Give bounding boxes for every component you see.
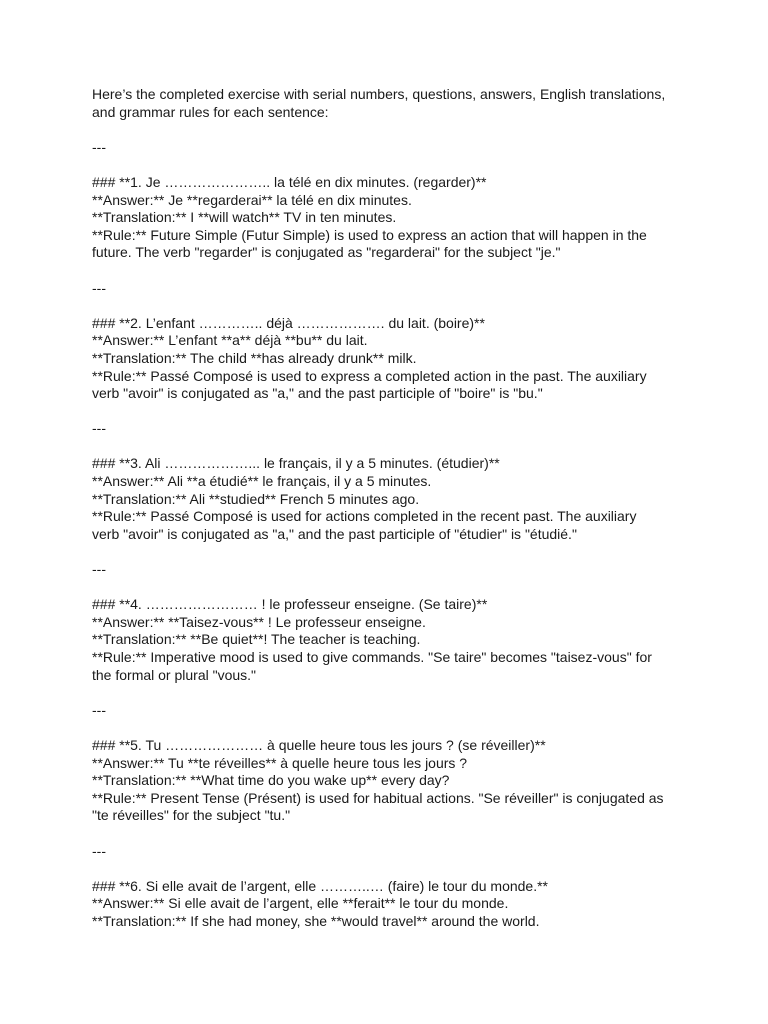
exercise-item-1 (92, 174, 692, 262)
separator-4: --- (92, 561, 106, 578)
separator-2: --- (92, 279, 106, 296)
item-answer: **Answer:** Si elle avait de l’argent, elle **ferait** le tour du monde. (92, 895, 509, 912)
item-heading: ### **1. Je ………………….. la télé en dix minutes. (regarder)** (92, 173, 487, 190)
item-rule-line-2: the formal or plural "vous." (92, 666, 257, 683)
item-answer: **Answer:** Tu **te réveilles** à quelle heure tous les jours ? (92, 754, 468, 771)
item-translation: **Translation:** Ali **studied** French 5 minutes ago. (92, 490, 420, 507)
item-translation: **Translation:** If she had money, she **would travel** around the world. (92, 912, 540, 929)
item-rule-line-2: verb "avoir" is conjugated as "a," and the past participle of "boire" is "bu." (92, 385, 543, 402)
item-answer: **Answer:** **Taisez-vous** ! Le professeur enseigne. (92, 613, 426, 630)
separator-3: --- (92, 420, 106, 437)
item-rule-line-1: **Rule:** Passé Composé is used to express a completed action in the past. The auxiliary (92, 367, 647, 384)
document-page (92, 86, 692, 931)
item-answer: **Answer:** L’enfant **a** déjà **bu** du lait. (92, 332, 368, 349)
exercise-item-2 (92, 315, 692, 403)
item-rule-line-2: "te réveilles" for the subject "tu." (92, 807, 291, 824)
exercise-item-6 (92, 878, 692, 931)
exercise-item-5 (92, 737, 692, 825)
item-heading: ### **4. …………………… ! le professeur enseigne. (Se taire)** (92, 596, 488, 613)
item-rule-line-1: **Rule:** Passé Composé is used for actions completed in the recent past. The auxiliary (92, 508, 637, 525)
item-translation: **Translation:** **Be quiet**! The teacher is teaching. (92, 631, 421, 648)
item-heading: ### **3. Ali ………………... le français, il y a 5 minutes. (étudier)** (92, 455, 500, 472)
separator-1: --- (92, 138, 106, 155)
item-rule-line-1: **Rule:** Imperative mood is used to give commands. "Se taire" becomes "taisez-vous" for (92, 649, 652, 665)
item-rule-line-2: verb "avoir" is conjugated as "a," and the past participle of "étudier" is "étudié." (92, 525, 577, 542)
item-rule-line-1: **Rule:** Present Tense (Présent) is used for habitual actions. "Se réveiller" is conjugated as (92, 789, 664, 806)
item-heading: ### **6. Si elle avait de l’argent, elle ………..… (faire) le tour du monde.** (92, 877, 549, 894)
item-heading: ### **5. Tu ………………… à quelle heure tous les jours ? (se réveiller)** (92, 736, 546, 753)
intro-text: Here’s the completed exercise with serial numbers, questions, answers, English translations, and grammar rules for each sentence: (92, 86, 666, 120)
separator-6: --- (92, 842, 106, 859)
item-translation: **Translation:** I **will watch** TV in ten minutes. (92, 209, 397, 226)
intro-paragraph (92, 86, 692, 121)
exercise-item-4 (92, 596, 692, 684)
exercise-item-3 (92, 455, 692, 543)
item-translation: **Translation:** The child **has already drunk** milk. (92, 349, 417, 366)
item-rule-line-2: future. The verb "regarder" is conjugated as "regarderai" for the subject "je." (92, 244, 561, 261)
item-heading: ### **2. L’enfant ………….. déjà ………………. du lait. (boire)** (92, 314, 485, 331)
item-answer: **Answer:** Je **regarderai** la télé en dix minutes. (92, 191, 412, 208)
item-translation: **Translation:** **What time do you wake up** every day? (92, 772, 450, 789)
item-answer: **Answer:** Ali **a étudié** le français, il y a 5 minutes. (92, 473, 432, 490)
item-rule-line-1: **Rule:** Future Simple (Futur Simple) is used to express an action that will happen in the (92, 226, 647, 243)
separator-5: --- (92, 701, 106, 718)
